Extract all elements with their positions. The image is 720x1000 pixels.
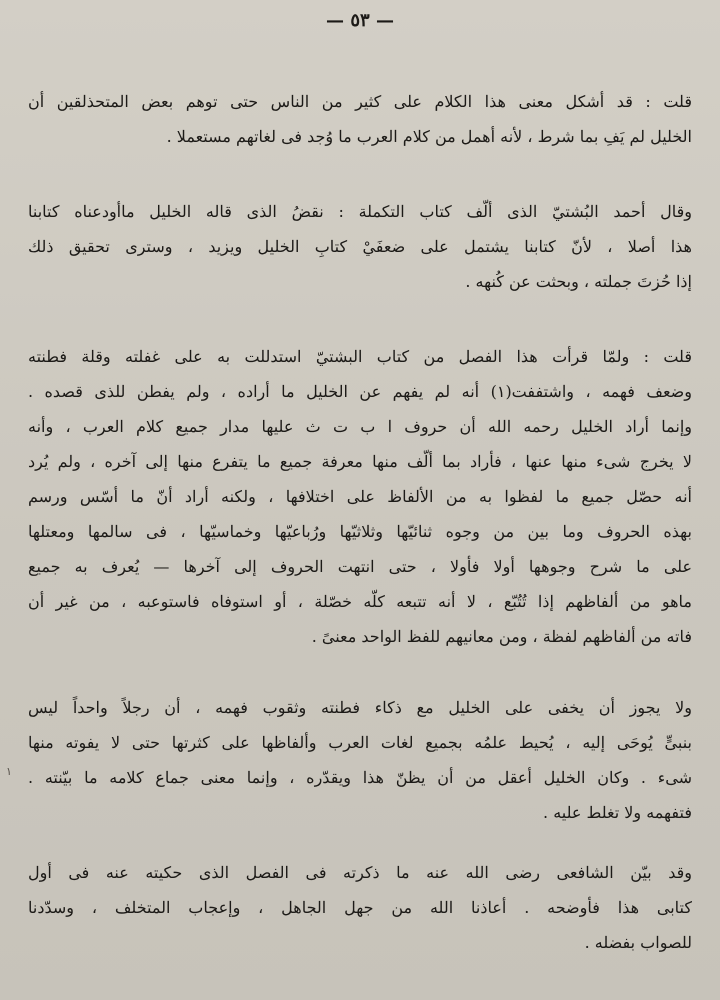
text-line: شىء . وكان الخليل أعقل من أن يظنّ هذا ويقدّره ، وإنما معنى جماع كلامه ما بيّنته . <box>28 768 692 787</box>
margin-mark: ١ <box>6 765 12 778</box>
paragraph-1 <box>28 84 692 154</box>
text-line: إذا حُزتَ جملته ، وبحثت عن كُنهه . <box>465 272 692 291</box>
page-number: — ٥٣ — <box>326 10 394 31</box>
text-line: أنه حصّل جميع ما لفظوا به من الألفاظ على اختلافها ، ولكنه أراد أنّ ما أسّس ورسم <box>28 487 692 506</box>
text-line: قلت : ولمّا قرأت هذا الفصل من كتاب البشتيّ استدللت به على غفلته وقلة فطنته <box>28 347 692 366</box>
paragraph-5 <box>28 855 692 960</box>
text-line: فتفهمه ولا تغلط عليه . <box>543 803 692 822</box>
paragraph-3 <box>28 339 692 654</box>
text-line: وضعف فهمه ، واشتففت(١) أنه لم يفهم عن الخليل ما أراده ، ولم يفطن للذى قصده . <box>28 382 692 401</box>
text-line: قلت : قد أشكل معنى هذا الكلام على كثير من الناس حتى توهم بعض المتحذلقين أن <box>28 92 692 111</box>
text-line: بنبىٍّ يُوحَى إليه ، يُحيط علمُه بجميع لغات العرب وألفاظها على كثرتها حتى لا يفوته منها <box>28 733 692 752</box>
paragraph-4 <box>28 690 692 830</box>
text-line: وإنما أراد الخليل رحمه الله أن حروف ا ب ت ث عليها مدار جميع كلام العرب ، وأنه <box>28 417 692 436</box>
text-line: ماهو من ألفاظهم إذا تُتُبّع ، لا أنه تتبعه كلّه خصّلة ، أو استوفاه فاستوعبه ، من غير أن <box>28 592 692 611</box>
text-line: وقد بيّن الشافعى رضى الله عنه ما ذكرته فى الفصل الذى حكيته عنه فى أول <box>28 863 692 882</box>
text-line: الخليل لم يَفِ بما شرط ، لأنه أهمل من كلام العرب ما وُجد فى لغاتهم مستعملا . <box>166 127 692 146</box>
text-line: كتابى هذا فأوضحه . أعاذنا الله من جهل الجاهل ، وإعجاب المتخلف ، وسدّدنا <box>28 898 692 917</box>
text-line: وقال أحمد البُشتيّ الذى ألّف كتاب التكملة : نقضُ الذى قاله الخليل ماأودعناه كتابنا <box>28 202 692 221</box>
text-line: لا يخرج شىء منها عنها ، فأراد بما ألّف منها معرفة جميع ما يتفرع منها إلى آخره ، ولم يُرد <box>28 452 692 471</box>
text-line: ولا يجوز أن يخفى على الخليل مع ذكاء فطنته وثقوب فهمه ، أن رجلاً واحداً ليس <box>28 698 692 717</box>
text-line: للصواب بفضله . <box>584 933 692 952</box>
text-line: بهذه الحروف وما بين من وجوه ثنائيّها وثلاثيّها ورُباعيّها وخماسيّها ، فى سالمها ومعتلها <box>28 522 692 541</box>
text-line: على ما شرح وجوهها أولا فأولا ، حتى انتهت الحروف إلى آخرها — يُعرف به جميع <box>28 557 692 576</box>
text-line: هذا أصلا ، لأنّ كتابنا يشتمل على ضعفَيْ كتابِ الخليل ويزيد ، وسترى تحقيق ذلك <box>28 237 692 256</box>
paragraph-2 <box>28 194 692 299</box>
text-line: فاته من ألفاظهم لفظة ، ومن معانيهم للفظ الواحد معنىً . <box>311 627 692 646</box>
